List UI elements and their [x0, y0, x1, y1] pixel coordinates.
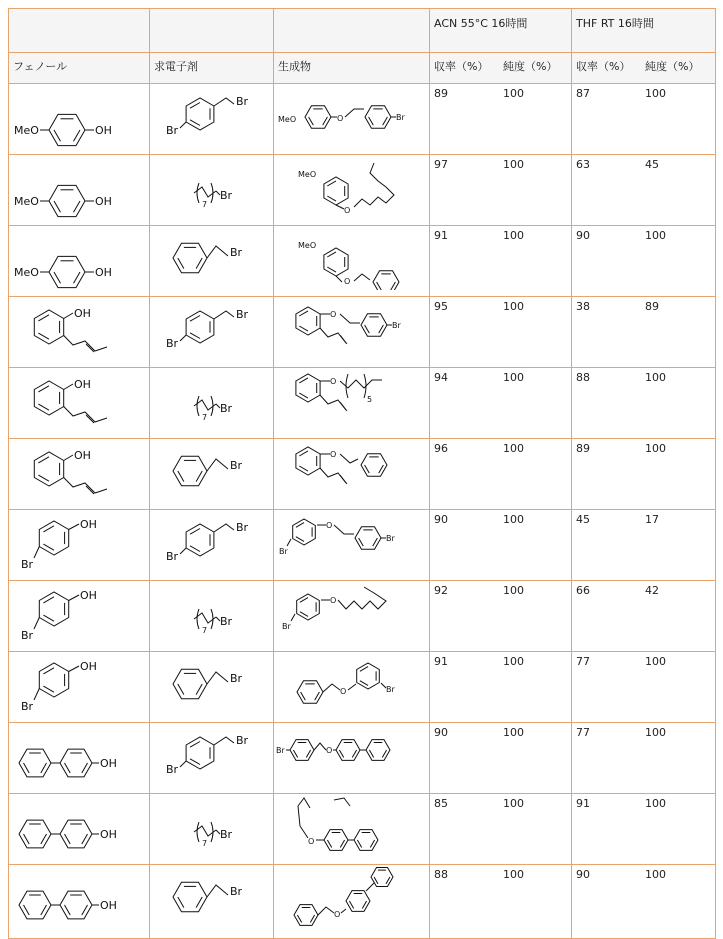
thf-purity-value: 17: [645, 513, 659, 526]
atom-label-br: Br: [21, 558, 34, 571]
atom-label-br: Br: [220, 615, 233, 628]
atom-label-br: Br: [230, 672, 243, 685]
atom-label-br: Br: [236, 95, 249, 108]
product-structure-cell: [274, 84, 430, 155]
electrophile-structure-cell: [150, 652, 274, 723]
phenol-structure-cell: [9, 439, 150, 510]
acn-result-cell: [430, 510, 572, 581]
electrophile-structure-cell: [150, 439, 274, 510]
atom-label-br: Br: [21, 629, 34, 642]
product-structure: [274, 439, 428, 503]
acn-purity-value: 100: [503, 87, 524, 100]
thf-yield-value: 38: [576, 300, 590, 313]
atom-label-oh: OH: [100, 828, 117, 841]
thf-purity-value: 89: [645, 300, 659, 313]
product-structure: [274, 84, 428, 148]
header-row-conditions: [9, 9, 716, 53]
atom-label-o: O: [330, 596, 337, 605]
atom-label-five: 5: [367, 395, 373, 404]
condition-acn-header: ACN 55°C 16時間: [430, 9, 572, 53]
phenol-structure: [9, 865, 148, 929]
electrophile-structure: [150, 84, 272, 148]
phenol-structure: [9, 439, 148, 503]
acn-purity-value: 100: [503, 655, 524, 668]
product-structure: [274, 155, 428, 219]
table-row: [9, 581, 716, 652]
electrophile-structure: [150, 155, 272, 219]
electrophile-structure: [150, 865, 272, 929]
atom-label-seven: 7: [202, 626, 208, 635]
acn-yield-header: 収率（%）: [434, 60, 489, 73]
thf-purity-value: 100: [645, 371, 666, 384]
phenol-structure-cell: [9, 297, 150, 368]
atom-label-o: O: [326, 521, 333, 530]
atom-label-seven: 7: [202, 413, 208, 422]
phenol-structure: [9, 297, 148, 361]
table-row: [9, 794, 716, 865]
acn-yield-value: 92: [434, 584, 448, 597]
electrophile-structure-cell: [150, 723, 274, 794]
thf-result-cell: [572, 652, 716, 723]
thf-result-cell: [572, 723, 716, 794]
thf-yield-value: 87: [576, 87, 590, 100]
product-structure-cell: [274, 439, 430, 510]
acn-yield-value: 94: [434, 371, 448, 384]
phenol-structure-cell: [9, 652, 150, 723]
thf-purity-value: 100: [645, 868, 666, 881]
atom-label-o: O: [308, 837, 315, 846]
electrophile-structure: [150, 368, 272, 432]
thf-yield-value: 89: [576, 442, 590, 455]
phenol-structure: [9, 794, 148, 858]
atom-label-o: O: [337, 114, 344, 123]
atom-label-br: Br: [279, 547, 288, 556]
atom-label-br: Br: [396, 113, 405, 122]
phenol-structure: [9, 723, 148, 787]
thf-yield-value: 90: [576, 229, 590, 242]
product-column-header: 生成物: [274, 53, 430, 84]
table-row: [9, 226, 716, 297]
acn-result-cell: [430, 652, 572, 723]
thf-result-cell: [572, 155, 716, 226]
atom-label-o: O: [330, 377, 337, 386]
electrophile-structure: [150, 794, 272, 858]
atom-label-oh: OH: [95, 266, 112, 279]
thf-yield-value: 63: [576, 158, 590, 171]
electrophile-structure: [150, 510, 272, 574]
acn-result-cell: [430, 155, 572, 226]
thf-purity-header: 純度（%）: [645, 60, 700, 73]
thf-yield-value: 66: [576, 584, 590, 597]
acn-yield-value: 88: [434, 868, 448, 881]
electrophile-column-header: 求電子剤: [150, 53, 274, 84]
acn-result-cell: [430, 794, 572, 865]
acn-yield-value: 89: [434, 87, 448, 100]
atom-label-seven: 7: [202, 200, 208, 209]
electrophile-structure-cell: [150, 368, 274, 439]
atom-label-br: Br: [220, 189, 233, 202]
acn-purity-value: 100: [503, 300, 524, 313]
atom-label-oh: OH: [80, 660, 97, 673]
atom-label-br: Br: [166, 550, 179, 563]
phenol-structure-cell: [9, 510, 150, 581]
acn-purity-header: 純度（%）: [503, 60, 558, 73]
atom-label-o: O: [344, 206, 351, 215]
phenol-structure-cell: [9, 794, 150, 865]
electrophile-structure: [150, 226, 272, 290]
atom-label-br: Br: [386, 534, 395, 543]
thf-purity-value: 45: [645, 158, 659, 171]
acn-result-cell: [430, 723, 572, 794]
phenol-structure-cell: [9, 723, 150, 794]
atom-label-o: O: [330, 450, 337, 459]
phenol-structure: [9, 652, 148, 716]
thf-purity-value: 100: [645, 442, 666, 455]
phenol-structure-cell: [9, 226, 150, 297]
atom-label-o: O: [326, 746, 333, 755]
table-row: [9, 84, 716, 155]
atom-label-oh: OH: [95, 195, 112, 208]
thf-result-cell: [572, 510, 716, 581]
product-structure-cell: [274, 226, 430, 297]
product-structure-cell: [274, 794, 430, 865]
thf-yield-value: 91: [576, 797, 590, 810]
acn-purity-value: 100: [503, 726, 524, 739]
header-empty-cell: [274, 9, 430, 53]
electrophile-structure-cell: [150, 581, 274, 652]
phenol-structure: [9, 581, 148, 645]
product-structure: [274, 652, 428, 716]
thf-result-cell: [572, 297, 716, 368]
electrophile-structure-cell: [150, 510, 274, 581]
product-structure-cell: [274, 368, 430, 439]
acn-yield-value: 96: [434, 442, 448, 455]
atom-label-meo: MeO: [14, 266, 39, 279]
atom-label-br: Br: [220, 828, 233, 841]
product-structure: [274, 865, 428, 929]
acn-result-cell: [430, 439, 572, 510]
table-row: [9, 723, 716, 794]
header-row-columns: [9, 53, 716, 84]
electrophile-structure-cell: [150, 297, 274, 368]
atom-label-oh: OH: [74, 307, 91, 320]
thf-result-cell: [572, 84, 716, 155]
table-row: [9, 155, 716, 226]
atom-label-br: Br: [386, 685, 395, 694]
electrophile-structure: [150, 723, 272, 787]
table-row: [9, 510, 716, 581]
atom-label-br: Br: [220, 402, 233, 415]
acn-purity-value: 100: [503, 442, 524, 455]
thf-result-cell: [572, 226, 716, 297]
product-structure: [274, 794, 428, 858]
acn-purity-value: 100: [503, 158, 524, 171]
atom-label-br: Br: [236, 308, 249, 321]
phenol-structure-cell: [9, 84, 150, 155]
product-structure-cell: [274, 155, 430, 226]
acn-result-cell: [430, 226, 572, 297]
electrophile-structure: [150, 652, 272, 716]
atom-label-oh: OH: [74, 378, 91, 391]
acn-purity-value: 100: [503, 584, 524, 597]
table-row: [9, 368, 716, 439]
atom-label-meo: MeO: [298, 241, 317, 250]
thf-purity-value: 100: [645, 797, 666, 810]
thf-yield-value: 77: [576, 655, 590, 668]
thf-result-cell: [572, 794, 716, 865]
atom-label-meo: MeO: [14, 195, 39, 208]
product-structure: [274, 723, 428, 787]
atom-label-oh: OH: [74, 449, 91, 462]
atom-label-oh: OH: [80, 518, 97, 531]
atom-label-meo: MeO: [278, 115, 297, 124]
acn-yield-value: 90: [434, 513, 448, 526]
atom-label-br: Br: [282, 622, 291, 631]
atom-label-oh: OH: [100, 899, 117, 912]
product-structure: [274, 226, 428, 290]
thf-result-cell: [572, 439, 716, 510]
thf-yield-value: 45: [576, 513, 590, 526]
thf-yield-value: 77: [576, 726, 590, 739]
acn-result-cell: [430, 581, 572, 652]
product-structure-cell: [274, 297, 430, 368]
acn-purity-value: 100: [503, 868, 524, 881]
atom-label-meo: MeO: [14, 124, 39, 137]
thf-purity-value: 42: [645, 584, 659, 597]
table-row: [9, 439, 716, 510]
acn-yield-value: 97: [434, 158, 448, 171]
product-structure-cell: [274, 723, 430, 794]
atom-label-br: Br: [230, 459, 243, 472]
atom-label-o: O: [344, 277, 351, 286]
thf-result-cell: [572, 368, 716, 439]
reaction-table: [8, 8, 716, 939]
atom-label-br: Br: [236, 734, 249, 747]
thf-yield-header: 収率（%）: [576, 60, 631, 73]
phenol-structure-cell: [9, 368, 150, 439]
product-structure-cell: [274, 652, 430, 723]
electrophile-structure: [150, 297, 272, 361]
atom-label-br: Br: [392, 321, 401, 330]
atom-label-br: Br: [166, 124, 179, 137]
atom-label-oh: OH: [80, 589, 97, 602]
acn-purity-value: 100: [503, 797, 524, 810]
thf-purity-value: 100: [645, 229, 666, 242]
electrophile-structure-cell: [150, 226, 274, 297]
thf-result-cell: [572, 581, 716, 652]
atom-label-br: Br: [230, 246, 243, 259]
acn-yield-value: 95: [434, 300, 448, 313]
acn-yield-value: 91: [434, 655, 448, 668]
electrophile-structure: [150, 581, 272, 645]
table-row: [9, 652, 716, 723]
thf-subheader: [572, 53, 716, 84]
electrophile-structure: [150, 439, 272, 503]
atom-label-br: Br: [166, 337, 179, 350]
thf-yield-value: 88: [576, 371, 590, 384]
atom-label-oh: OH: [100, 757, 117, 770]
electrophile-structure-cell: [150, 794, 274, 865]
thf-purity-value: 100: [645, 726, 666, 739]
electrophile-structure-cell: [150, 84, 274, 155]
acn-yield-value: 91: [434, 229, 448, 242]
acn-result-cell: [430, 84, 572, 155]
phenol-structure: [9, 155, 148, 219]
acn-result-cell: [430, 297, 572, 368]
atom-label-br: Br: [230, 885, 243, 898]
acn-yield-value: 85: [434, 797, 448, 810]
acn-result-cell: [430, 368, 572, 439]
product-structure: [274, 581, 428, 645]
atom-label-oh: OH: [95, 124, 112, 137]
phenol-structure: [9, 510, 148, 574]
acn-subheader: [430, 53, 572, 84]
electrophile-structure-cell: [150, 155, 274, 226]
atom-label-seven: 7: [202, 839, 208, 848]
phenol-structure: [9, 226, 148, 290]
condition-thf-header: THF RT 16時間: [572, 9, 716, 53]
phenol-column-header: フェノール: [9, 53, 150, 84]
acn-purity-value: 100: [503, 229, 524, 242]
product-structure: [274, 297, 428, 361]
atom-label-o: O: [340, 687, 347, 696]
acn-purity-value: 100: [503, 371, 524, 384]
product-structure-cell: [274, 581, 430, 652]
atom-label-br: Br: [21, 700, 34, 713]
phenol-structure: [9, 84, 148, 148]
header-empty-cell: [150, 9, 274, 53]
phenol-structure-cell: [9, 155, 150, 226]
thf-purity-value: 100: [645, 87, 666, 100]
atom-label-br: Br: [166, 763, 179, 776]
atom-label-br: Br: [236, 521, 249, 534]
atom-label-br: Br: [276, 746, 285, 755]
acn-yield-value: 90: [434, 726, 448, 739]
product-structure-cell: [274, 510, 430, 581]
acn-purity-value: 100: [503, 513, 524, 526]
atom-label-meo: MeO: [298, 170, 317, 179]
header-empty-cell: [9, 9, 150, 53]
thf-purity-value: 100: [645, 655, 666, 668]
phenol-structure: [9, 368, 148, 432]
atom-label-o: O: [330, 310, 337, 319]
product-structure: [274, 368, 428, 432]
product-structure: [274, 510, 428, 574]
table-row: [9, 297, 716, 368]
thf-yield-value: 90: [576, 868, 590, 881]
atom-label-o: O: [334, 910, 341, 919]
phenol-structure-cell: [9, 581, 150, 652]
